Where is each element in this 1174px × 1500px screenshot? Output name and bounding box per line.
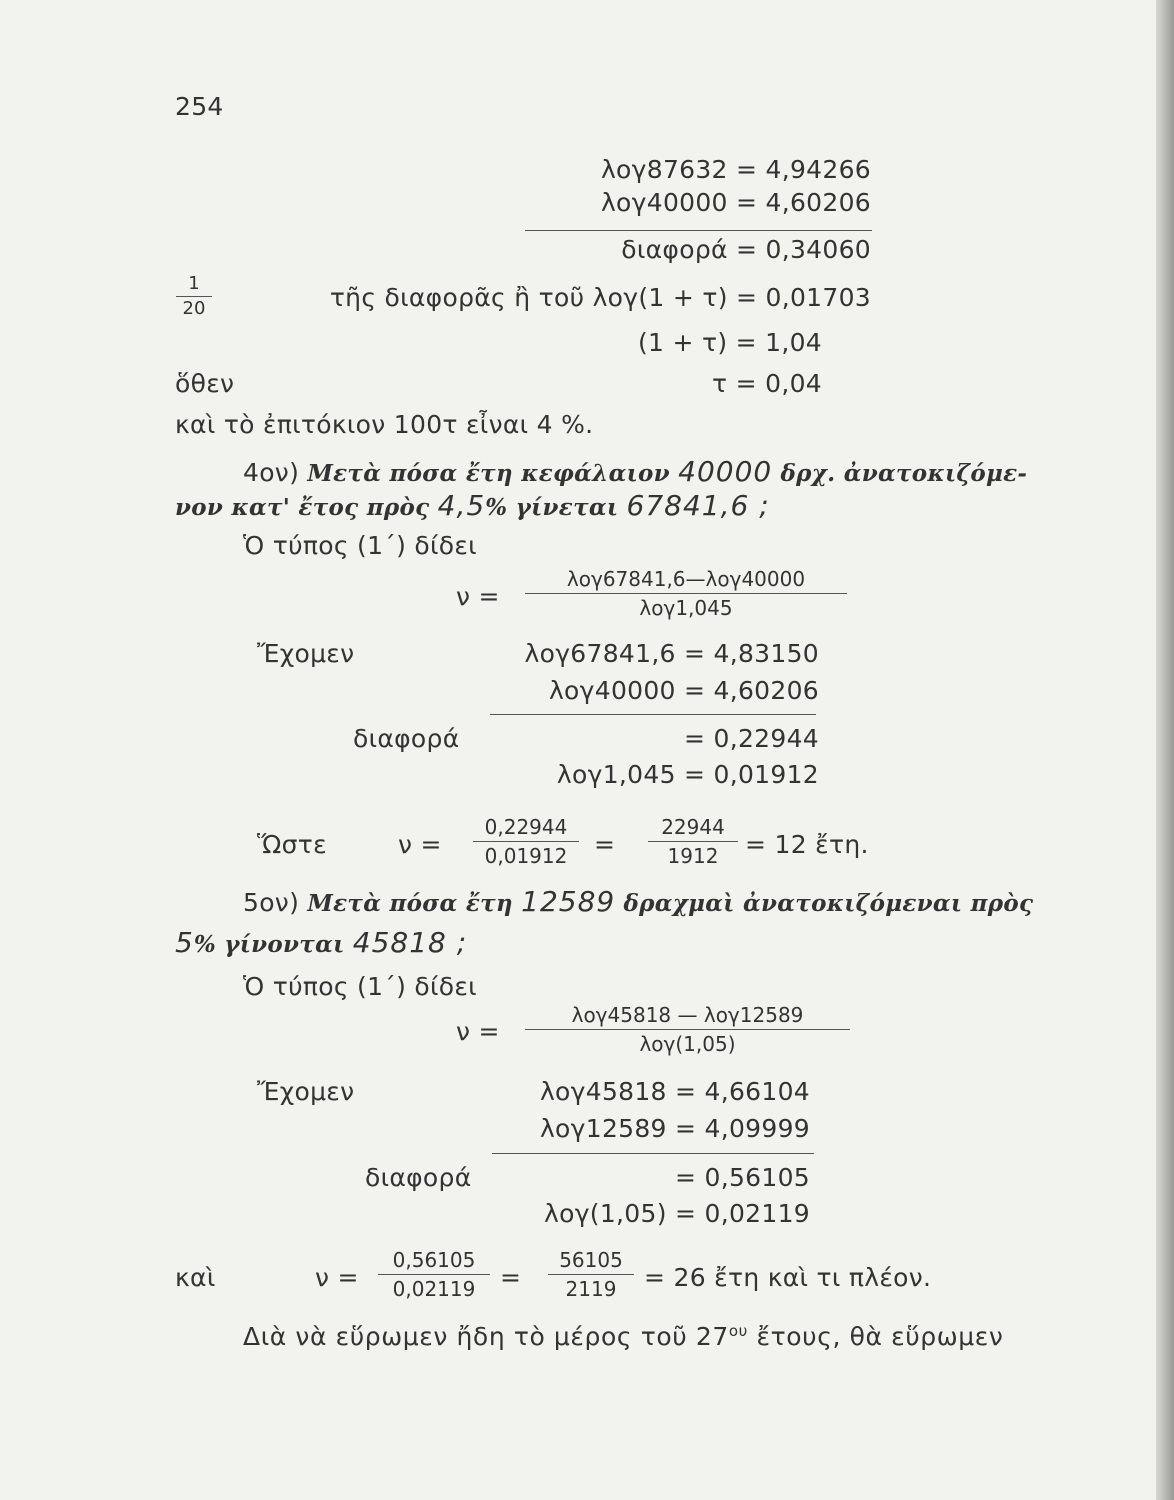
log-row-4-1: λογ67841,6 = 4,83150 — [524, 639, 819, 668]
fraction-one-twentieth — [176, 273, 212, 320]
result-nu-4: ν = — [398, 830, 442, 859]
problem-5-number: 5ον) — [243, 888, 300, 917]
formula-intro-5: Ὁ τύπος (1΄) δίδει — [243, 972, 477, 1001]
log-row-4-2: λογ40000 = 4,60206 — [548, 676, 819, 705]
diff-value-5: = 0,56105 — [675, 1163, 810, 1192]
problem-4-heading: 4ον) Μετὰ πόσα ἔτη κεφάλαιον 40000 δρχ. ἀνατοκιζόμε- — [243, 455, 1028, 488]
result-fraction-5a: $\frac{0,56105}{0,02119}$ — [378, 1247, 490, 1302]
log-row-5-4: λογ(1,05) = 0,02119 — [544, 1199, 810, 1228]
nu-label-5: ν = — [456, 1017, 500, 1046]
result-fraction-5b: $\frac{56105}{2119}$ — [548, 1247, 634, 1302]
rule-2 — [490, 714, 816, 715]
fraction-numerator: 1 — [176, 273, 212, 297]
rule-3 — [492, 1153, 814, 1154]
result-eq-5: = — [500, 1263, 522, 1292]
problem-5-heading-cont: 5% γίνονται 45818 ; — [175, 926, 468, 959]
hothen-label: ὅθεν — [175, 369, 235, 398]
formula-fraction-4: λογ67841,6—λογ40000 λογ1,045 — [525, 566, 847, 621]
problem-4-heading-cont: νον κατ' ἔτος πρὸς 4,5% γίνεται 67841,6 ; — [175, 489, 770, 522]
log-line-2: λογ40000 = 4,60206 — [600, 188, 871, 217]
page-number: 254 — [175, 92, 224, 121]
tau-value: τ = 0,04 — [712, 369, 822, 398]
diff-value-4: = 0,22944 — [684, 724, 819, 753]
result-nu-5: ν = — [315, 1263, 359, 1292]
closing-line: Διὰ νὰ εὕρωμεν ἤδη τὸ μέρος τοῦ $27^{o\upsilon}$ ἔτους, θὰ εὕρωμεν — [243, 1322, 1004, 1351]
formula-intro-4: Ὁ τύπος (1΄) δίδει — [243, 531, 477, 560]
one-plus-tau: (1 + τ) = 1,04 — [637, 328, 822, 357]
problem-5-heading: 5ον) Μετὰ πόσα ἔτη 12589 δραχμαὶ ἀνατοκιζόμεναι πρὸς — [243, 885, 1034, 918]
nu-label-4: ν = — [456, 582, 500, 611]
interest-rate-line: καὶ τὸ ἐπιτόκιον 100τ εἶναι 4 %. — [175, 410, 594, 439]
result-eq-4: = — [594, 830, 616, 859]
log-row-5-1: λογ45818 = 4,66104 — [539, 1077, 810, 1106]
page-edge-shadow — [1156, 0, 1174, 1500]
echomen-5: Ἔχομεν — [257, 1077, 355, 1106]
log-one-plus-tau: τῆς διαφορᾶς ἢ τοῦ λογ(1 + τ) = 0,01703 — [329, 283, 871, 312]
kai-label: καὶ — [175, 1263, 216, 1292]
hoste-label: Ὥστε — [257, 830, 327, 859]
log-row-4-4: λογ1,045 = 0,01912 — [556, 760, 819, 789]
result-fraction-4a: $\frac{0,22944}{0,01912}$ — [473, 814, 579, 869]
log-row-5-2: λογ12589 = 4,09999 — [539, 1114, 810, 1143]
diff-label-5: διαφορά — [365, 1163, 472, 1192]
result-end-5: = 26 ἔτη καὶ τι πλέον. — [644, 1263, 932, 1292]
rule-1 — [525, 230, 872, 231]
log-line-1: λογ87632 = 4,94266 — [600, 155, 871, 184]
result-fraction-4b: $\frac{22944}{1912}$ — [648, 814, 738, 869]
difference-line-1: διαφορά = 0,34060 — [621, 235, 871, 264]
result-end-4: = 12 ἔτη. — [745, 830, 869, 859]
echomen-4: Ἔχομεν — [257, 639, 355, 668]
diff-label-4: διαφορά — [353, 724, 460, 753]
formula-fraction-5: λογ45818 — λογ12589 λογ(1,05) — [525, 1002, 850, 1057]
problem-4-number: 4ον) — [243, 458, 300, 487]
fraction-denominator: 20 — [182, 298, 206, 319]
